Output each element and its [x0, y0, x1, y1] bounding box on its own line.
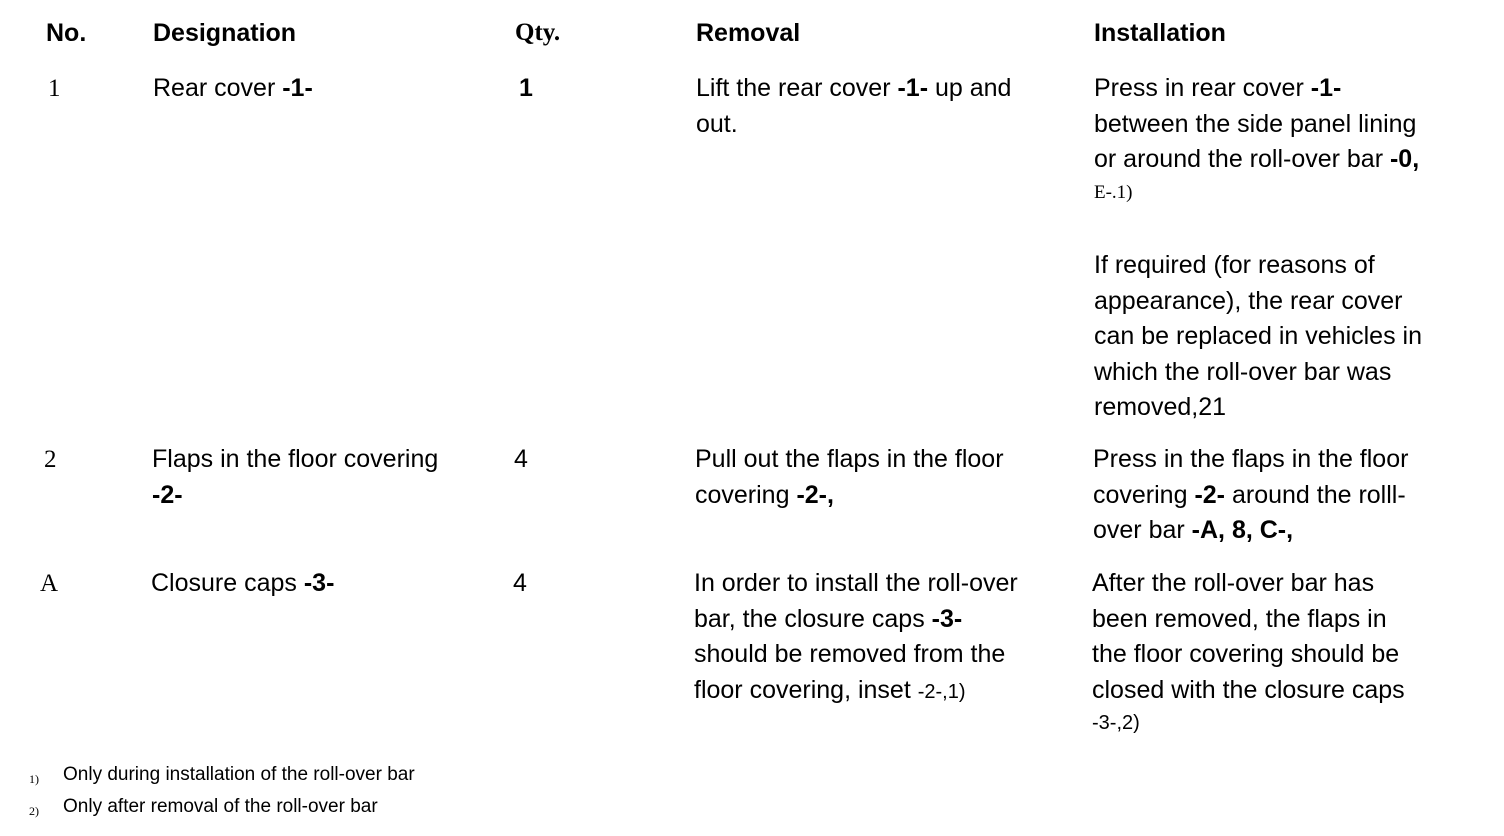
header-installation: Installation: [1094, 19, 1226, 47]
footnote-2-text: Only after removal of the roll-over bar: [63, 796, 378, 817]
row1-removal: Lift the rear cover -1- up and out.: [696, 74, 1012, 138]
row1-no: 1: [48, 75, 61, 102]
row3-no: A: [40, 570, 59, 597]
row2-qty: 4: [514, 445, 528, 473]
row2-designation: Flaps in the floor covering -2-: [152, 445, 439, 509]
footnote-1-text: Only during installation of the roll-over bar: [63, 764, 415, 785]
row2-removal: Pull out the flaps in the floor covering -2-,: [695, 445, 1004, 509]
header-designation: Designation: [153, 19, 297, 47]
row2-no: 2: [44, 446, 57, 473]
row3-designation: Closure caps -3-: [151, 569, 335, 597]
header-removal: Removal: [696, 19, 801, 47]
row1-qty: 1: [519, 74, 533, 102]
row3-installation: After the roll-over bar has been removed, the flaps in the floor covering should be closed with the closure caps -3-,2): [1092, 569, 1405, 734]
row3-qty: 4: [513, 569, 527, 597]
header-no: No.: [46, 19, 87, 47]
footnote-1-number: 1): [29, 772, 39, 786]
row1-installation: Press in rear cover -1- between the side panel lining or around the roll-over bar -0, E-.1): [1094, 74, 1420, 203]
row3-removal: In order to install the roll-over bar, the closure caps -3- should be removed from the floor covering, inset -2-,1): [694, 569, 1018, 704]
footnote-2-number: 2): [29, 804, 39, 818]
row2-installation: Press in the flaps in the floor covering -2- around the rolll- over bar -A, 8, C-,: [1093, 445, 1409, 544]
row1-designation: Rear cover -1-: [153, 74, 313, 102]
row1-installation-note: If required (for reasons of appearance), the rear cover can be replaced in vehicles in which the roll-over bar was removed,21: [1094, 251, 1422, 421]
header-qty: Qty.: [515, 19, 561, 46]
